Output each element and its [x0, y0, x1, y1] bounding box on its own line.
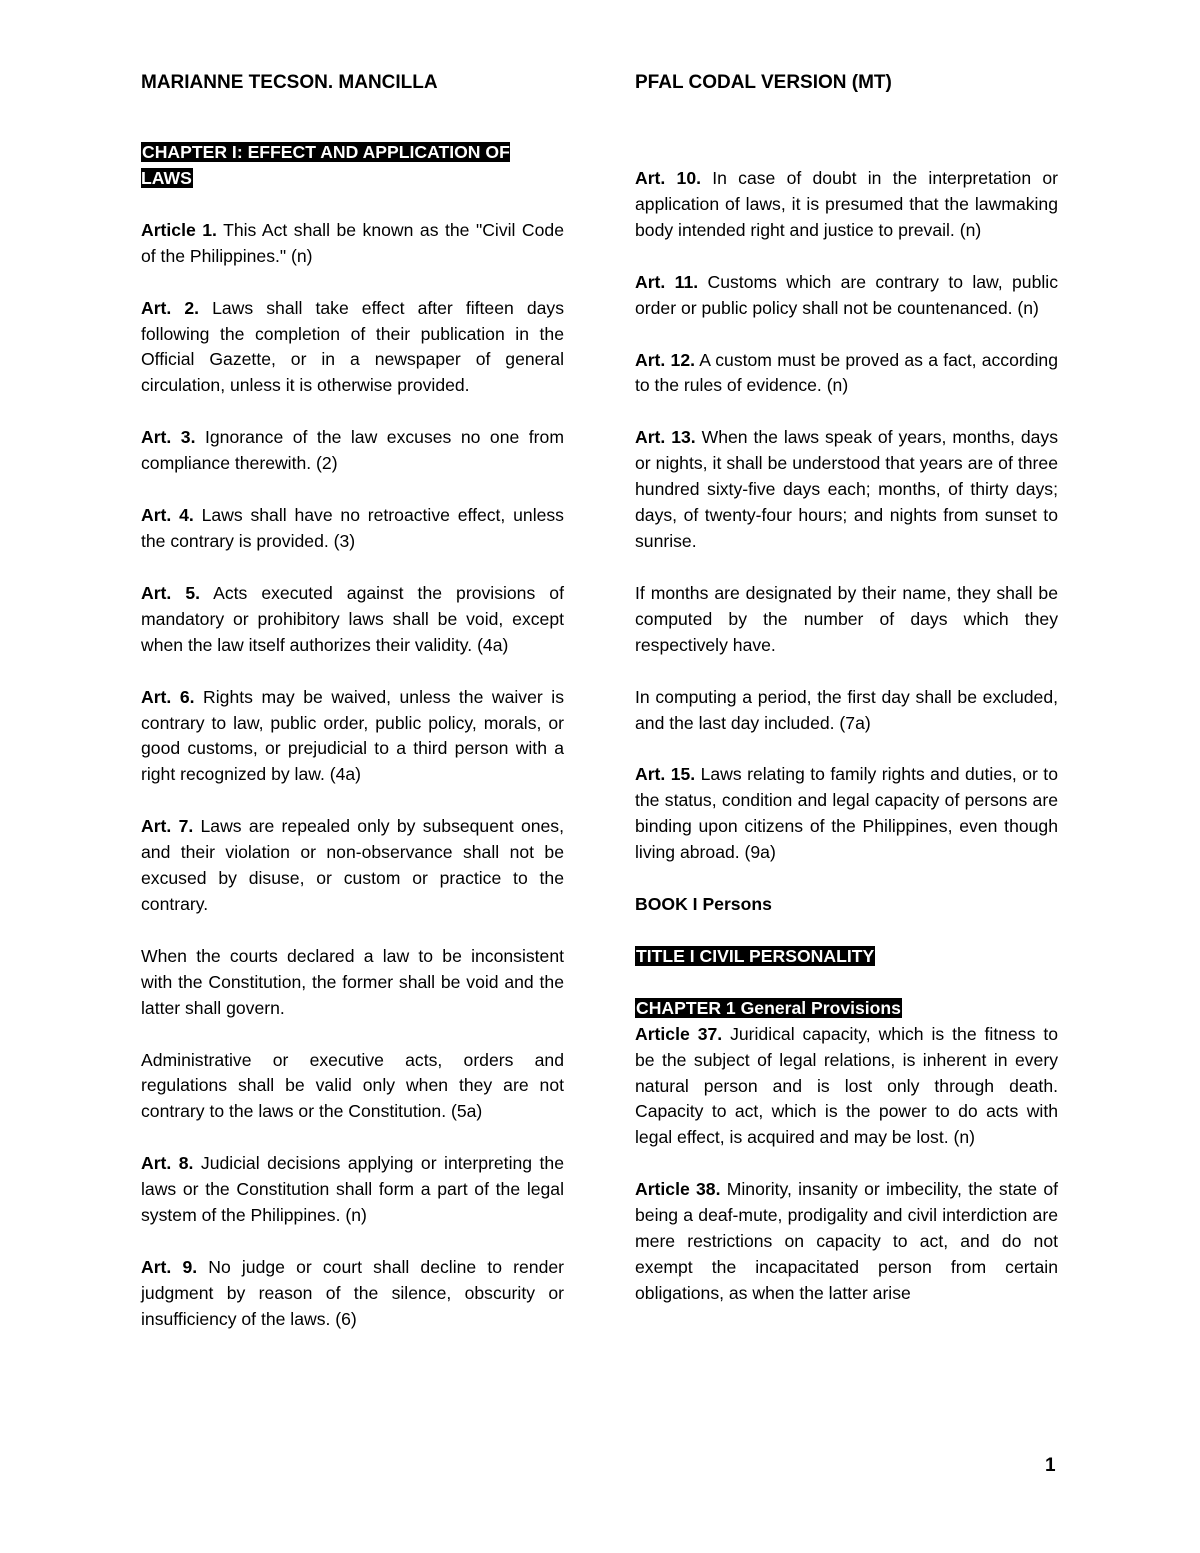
article-text: This Act shall be known as the "Civil Code of the Philippines." (n) [141, 219, 564, 266]
article-label: Art. 9. [141, 1257, 198, 1277]
article-text: Laws shall have no retroactive effect, unless the contrary is provided. (3) [141, 505, 564, 551]
chapter-heading-text: CHAPTER I: EFFECT AND APPLICATION OF LAWS [141, 142, 510, 188]
article-7 [141, 814, 564, 918]
page-number: 1 [1045, 1455, 1056, 1476]
article-4 [141, 503, 564, 555]
article-label: Art. 6. [141, 686, 195, 707]
chapter-1-heading-text: CHAPTER 1 General Provisions [636, 997, 901, 1018]
left-column [141, 140, 564, 1359]
article-label: Article 37. [635, 1023, 723, 1044]
article-text: Acts executed against the provisions of mandatory or prohibitory laws shall be void, except when the law itself authorizes their validity. (4a) [141, 582, 564, 655]
article-8 [141, 1151, 564, 1229]
article-text: No judge or court shall decline to render judgment by reason of the silence, obscurity or insufficiency of the laws. (6) [141, 1257, 564, 1329]
article-text: Ignorance of the law excuses no one from compliance therewith. (2) [141, 427, 564, 474]
article-10 [635, 166, 1058, 244]
article-38 [635, 1177, 1058, 1307]
article-11 [635, 270, 1058, 322]
title-heading [635, 944, 1058, 970]
article-text: Minority, insanity or imbecility, the state of being a deaf-mute, prodigality and civil interdiction are mere restrictions on capacity to act, and do not exempt the incapacitated person from certain obligations, as when the latter arise [635, 1179, 1058, 1303]
article-label: Article 1. [141, 219, 217, 240]
article-text: Laws relating to family rights and duties, or to the status, condition and legal capacity of persons are binding upon citizens of the Philippines, even though living abroad. (9a) [635, 764, 1058, 863]
article-label: Art. 5. [141, 582, 201, 603]
article-13-paragraph-3: In computing a period, the first day shall be excluded, and the last day included. (7a) [635, 686, 1058, 733]
article-7-paragraph-2: When the courts declared a law to be inconsistent with the Constitution, the former shall be void and the latter shall govern. [141, 945, 564, 1018]
header-title: PFAL CODAL VERSION (MT) [635, 72, 892, 93]
article-6 [141, 685, 564, 789]
article-label: Art. 10. [635, 168, 702, 188]
book-heading: BOOK I Persons [635, 894, 772, 915]
article-label: Art. 3. [141, 427, 196, 448]
article-15 [635, 762, 1058, 866]
header-author: MARIANNE TECSON. MANCILLA [141, 72, 438, 93]
article-text: Customs which are contrary to law, public order or public policy shall not be countenanced. (n) [635, 271, 1058, 318]
article-1 [141, 218, 564, 270]
article-3 [141, 425, 564, 477]
article-text: Judicial decisions applying or interpreting the laws or the Constitution shall form a part of the legal system of the Philippines. (n) [141, 1153, 564, 1226]
article-label: Art. 8. [141, 1153, 194, 1174]
article-13-paragraph-2: If months are designated by their name, they shall be computed by the number of days which they respectively have. [635, 582, 1058, 655]
article-13 [635, 425, 1058, 555]
article-text: A custom must be proved as a fact, according to the rules of evidence. (n) [635, 349, 1058, 396]
article-label: Art. 11. [635, 271, 699, 292]
article-text: In case of doubt in the interpretation or application of laws, it is presumed that the lawmaking body intended right and justice to prevail. (n) [635, 168, 1058, 240]
article-text: When the laws speak of years, months, days or nights, it shall be understood that years are of three hundred sixty-five days each; months, of thirty days; days, of twenty-four hours; and nights from sunset to sunrise. [635, 427, 1058, 551]
article-label: Art. 7. [141, 816, 194, 837]
title-heading-text: TITLE I CIVIL PERSONALITY [636, 945, 875, 966]
article-text: Laws shall take effect after fifteen days following the completion of their publication in the Official Gazette, or in a newspaper of general circulation, unless it is otherwise provided. [141, 297, 564, 396]
chapter-heading [141, 140, 564, 192]
article-label: Art. 15. [635, 764, 696, 785]
article-label: Article 38. [635, 1179, 721, 1200]
chapter-1-heading [635, 996, 1058, 1022]
article-label: Art. 4. [141, 505, 194, 526]
article-text: Laws are repealed only by subsequent ones, and their violation or non-observance shall not be excused by disuse, or custom or practice to the contrary. [141, 816, 564, 914]
article-label: Art. 2. [141, 297, 200, 318]
article-text: Juridical capacity, which is the fitness to be the subject of legal relations, is inherent in every natural person and is lost only through death. Capacity to act, which is the power to do acts with legal effect, is acquired and may be lost. (n) [635, 1023, 1058, 1148]
article-2 [141, 296, 564, 400]
article-9 [141, 1255, 564, 1333]
right-column [635, 166, 1058, 1307]
article-label: Art. 13. [635, 427, 696, 448]
article-label: Art. 12. [635, 349, 695, 370]
article-7-paragraph-3: Administrative or executive acts, orders and regulations shall be valid only when they are not contrary to the laws or the Constitution. (5a) [141, 1049, 564, 1122]
article-5 [141, 581, 564, 659]
article-text: Rights may be waived, unless the waiver is contrary to law, public order, public policy, morals, or good customs, or prejudicial to a third person with a right recognized by law. (4a) [141, 686, 564, 785]
article-37 [635, 1022, 1058, 1152]
article-12 [635, 348, 1058, 400]
